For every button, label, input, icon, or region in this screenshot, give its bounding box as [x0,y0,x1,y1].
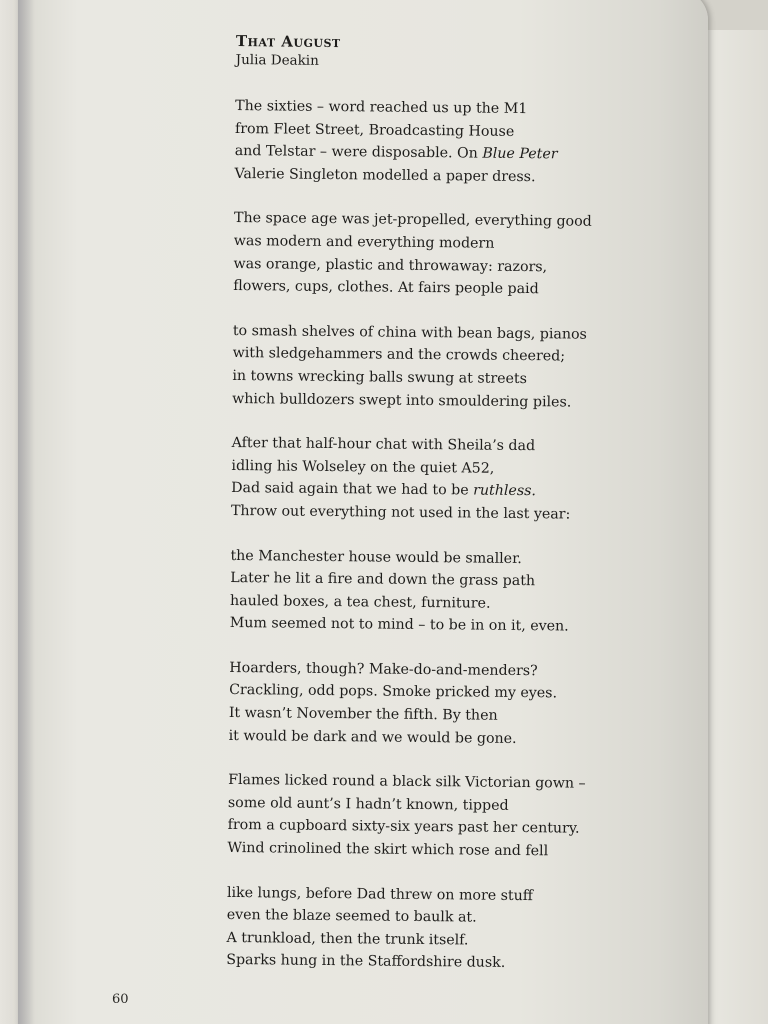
line-italic-text: Blue Peter [482,145,558,163]
line-text: Dad said again that we had to be [231,480,474,499]
line-text: It wasn’t November the fifth. By then [228,705,498,724]
line-text: from Fleet Street, Broadcasting House [234,120,515,140]
stanza [234,95,595,189]
line-text: Wind crinolined the skirt which rose and fell [227,839,549,860]
poem-line [232,388,592,414]
line-text: Valerie Singleton modelled a paper dress. [234,165,536,185]
poem-line [232,432,592,458]
stanza [226,882,587,976]
line-text: some old aunt’s I hadn’t known, tipped [227,794,509,814]
line-text: was modern and everything modern [233,232,495,252]
line-text: to smash shelves of china with bean bags, pianos [232,322,587,343]
poem-line [234,230,594,256]
poem-line [231,500,591,526]
poem-line [226,949,586,975]
line-text: flowers, cups, clothes. At fairs people paid [233,278,539,298]
stanza [233,207,594,301]
poem-line [230,567,590,593]
gutter-shadow [18,0,34,1024]
line-text: Later he lit a fire and down the grass path [230,570,536,590]
line-text: even the blaze seemed to baulk at. [226,907,477,926]
line-text: hauled boxes, a tea chest, furniture. [229,592,491,612]
line-text: it would be dark and we would be gone. [228,727,517,747]
poem-line [229,702,589,728]
poem-line [234,163,594,189]
line-text: Hoarders, though? Make-do-and-menders? [229,659,538,680]
line-text: which bulldozers swept into smouldering piles. [232,390,572,411]
line-text: The sixties – word reached us up the M1 [235,97,528,118]
poem-line [232,365,592,391]
line-text: the Manchester house would be smaller. [230,547,522,567]
stanza [230,544,591,638]
poem-line [227,837,587,863]
line-text: from a cupboard sixty-six years past her century. [227,817,580,838]
line-text: and Telstar – were disposable. On [234,143,483,162]
line-text: was orange, plastic and throwaway: razors, [233,255,548,275]
line-text: After that half-hour chat with Sheila’s dad [231,435,536,455]
page-number: 60 [112,992,129,1007]
line-text: with sledgehammers and the crowds cheered; [232,345,566,365]
line-text: A trunkload, then the trunk itself. [226,929,469,949]
poem [226,32,596,998]
line-text: Throw out everything not used in the last year: [230,502,571,523]
poem-line [229,725,589,751]
poem-author: Julia Deakin [235,51,319,69]
line-text: Sparks hung in the Staffordshire dusk. [226,952,506,972]
line-text: in towns wrecking balls swung at streets [232,367,528,388]
stanza [232,320,593,414]
stanza [231,432,592,526]
poem-title: That August [235,32,341,52]
poem-line [235,95,595,121]
line-text: Mum seemed not to mind – to be in on it, even. [229,615,569,635]
line-text: idling his Wolseley on the quiet A52, [231,457,495,477]
poem-line [233,275,593,301]
line-text: like lungs, before Dad threw on more stuff [226,884,533,904]
line-text: The space age was jet-propelled, everything good [233,210,592,231]
poem-line [230,612,590,638]
poem-body [226,95,595,976]
stanza [227,769,588,863]
stanza [229,657,590,751]
line-italic-text: ruthless. [473,482,537,500]
line-text: Flames licked round a black silk Victorian gown – [228,772,586,792]
line-text: Crackling, odd pops. Smoke pricked my eyes. [229,682,558,702]
